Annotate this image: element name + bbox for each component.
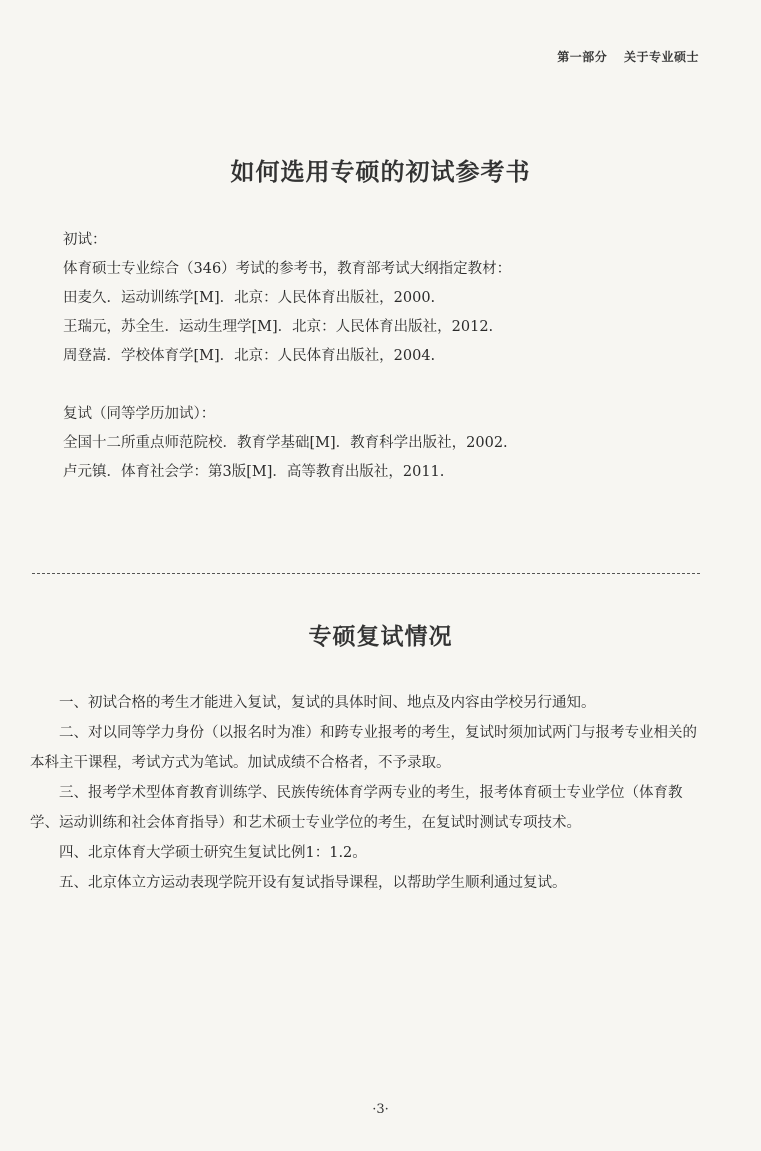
paragraph: 二、对以同等学力身份（以报名时为准）和跨专业报考的考生，复试时须加试两门与报考专业相关的本科主干课程，考试方式为笔试。加试成绩不合格者，不予录取。 [30, 725, 697, 771]
reference-line: 卢元镇．体育社会学：第3版[M]．高等教育出版社，2011. [63, 464, 445, 480]
reference-line: 全国十二所重点师范院校．教育学基础[M]．教育科学出版社，2002. [63, 435, 508, 451]
reference-line: 周登嵩．学校体育学[M]．北京：人民体育出版社，2004. [63, 348, 436, 364]
running-header [557, 48, 699, 65]
reference-line: 体育硕士专业综合（346）考试的参考书，教育部考试大纲指定教材： [63, 261, 512, 277]
retest-body [30, 688, 706, 898]
header-part: 第一部分 [557, 50, 608, 64]
reference-line: 王瑞元，苏全生．运动生理学[M]．北京：人民体育出版社，2012. [63, 319, 494, 335]
initial-exam-label: 初试： [63, 232, 107, 248]
spacer [63, 371, 713, 400]
reference-line: 田麦久．运动训练学[M]．北京：人民体育出版社，2000. [63, 290, 436, 306]
paragraph: 一、初试合格的考生才能进入复试，复试的具体时间、地点及内容由学校另行通知。 [59, 695, 596, 711]
dashed-divider [32, 573, 700, 574]
page-number: ·3· [372, 1102, 389, 1117]
reference-list [63, 226, 713, 487]
paragraph: 五、北京体立方运动表现学院开设有复试指导课程，以帮助学生顺利通过复试。 [59, 875, 567, 891]
section-title-retest: 专硕复试情况 [308, 624, 453, 650]
retest-label: 复试（同等学历加试）： [63, 406, 216, 422]
section-title-reference-books: 如何选用专硕的初试参考书 [230, 158, 531, 186]
paragraph: 四、北京体育大学硕士研究生复试比例1：1.2。 [59, 845, 367, 861]
paragraph: 三、报考学术型体育教育训练学、民族传统体育学两专业的考生，报考体育硕士专业学位（体育教学、运动训练和社会体育指导）和艺术硕士专业学位的考生，在复试时测试专项技术。 [30, 785, 683, 831]
header-section: 关于专业硕士 [623, 50, 699, 64]
